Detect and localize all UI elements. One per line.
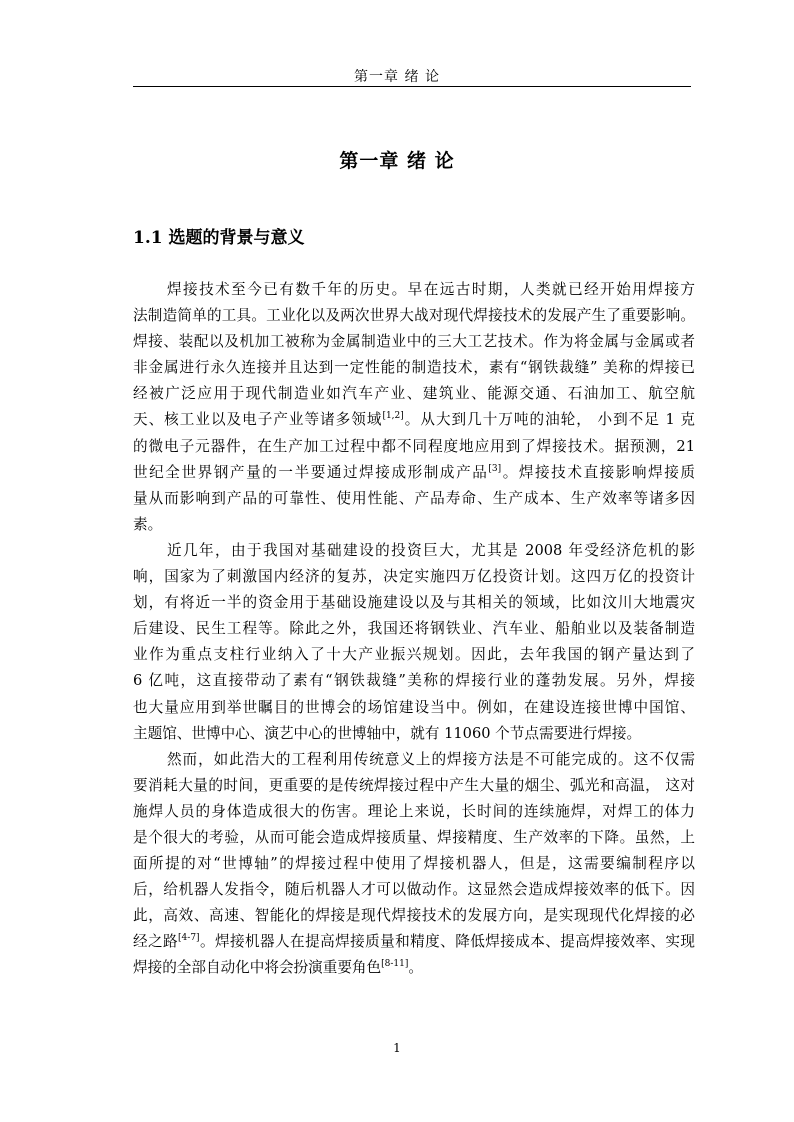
running-header: 第一章 绪 论 bbox=[354, 69, 440, 85]
citation-marker: [4-7] bbox=[178, 933, 200, 944]
body-line: 后，给机器人发指令，随后机器人才可以做动作。这显然会造成焊接效率的低下。因 bbox=[133, 881, 695, 899]
body-line: 经之路[4-7]。焊接机器人在提高焊接质量和精度、降低焊接成本、提高焊接效率、实现 bbox=[133, 933, 695, 951]
citation-marker: [1,2] bbox=[382, 411, 404, 422]
section-heading: 1.1 选题的背景与意义 bbox=[133, 228, 305, 248]
body-line: 后建设、民生工程等。除此之外，我国还将钢铁业、汽车业、船舶业以及装备制造 bbox=[133, 620, 695, 638]
header-rule bbox=[133, 86, 691, 87]
body-line: 素。 bbox=[133, 515, 163, 533]
chapter-title: 第一章 绪 论 bbox=[339, 150, 455, 172]
page-number: 1 bbox=[393, 1041, 401, 1055]
body-line: 焊接技术至今已有数千年的历史。早在远古时期，人类就已经开始用焊接方 bbox=[167, 281, 695, 298]
body-line: 焊接的全部自动化中将会扮演重要角色[8-11]。 bbox=[133, 959, 423, 977]
citation-marker: [8-11] bbox=[381, 959, 409, 970]
body-line: 近几年，由于我国对基础建设的投资巨大，尤其是 2008 年受经济危机的影 bbox=[167, 541, 695, 559]
body-line: 天、核工业以及电子产业等诸多领域[1,2]。从大到几十万吨的油轮， 小到不足 1 克 bbox=[133, 411, 695, 429]
body-line: 6 亿吨，这直接带动了素有“钢铁裁缝”美称的焊接行业的蓬勃发展。另外，焊接 bbox=[133, 672, 695, 690]
body-line: 然而，如此浩大的工程利用传统意义上的焊接方法是不可能完成的。这不仅需 bbox=[167, 750, 695, 768]
body-line: 此，高效、高速、智能化的焊接是现代焊接技术的发展方向，是实现现代化焊接的必 bbox=[133, 907, 695, 925]
body-line: 的微电子元器件，在生产加工过程中都不同程度地应用到了焊接技术。据预测，21 bbox=[133, 437, 695, 455]
body-line: 业作为重点支柱行业纳入了十大产业振兴规划。因此，去年我国的钢产量达到了 bbox=[133, 646, 695, 664]
body-line: 划，有将近一半的资金用于基础设施建设以及与其相关的领域，比如汶川大地震灾 bbox=[133, 594, 695, 612]
citation-marker: [3] bbox=[488, 463, 502, 474]
body-line: 非金属进行永久连接并且达到一定性能的制造技术，素有“钢铁裁缝” 美称的焊接已 bbox=[133, 359, 695, 377]
body-line: 量从而影响到产品的可靠性、使用性能、产品寿命、生产成本、生产效率等诸多因 bbox=[133, 489, 695, 507]
body-line: 面所提的对“世博轴”的焊接过程中使用了焊接机器人，但是，这需要编制程序以 bbox=[133, 855, 695, 873]
body-line: 法制造简单的工具。工业化以及两次世界大战对现代焊接技术的发展产生了重要影响。 bbox=[133, 307, 695, 325]
body-line: 要消耗大量的时间，更重要的是传统焊接过程中产生大量的烟尘、弧光和高温， 这对 bbox=[133, 776, 695, 794]
body-line: 也大量应用到举世瞩目的世博会的场馆建设当中。例如，在建设连接世博中国馆、 bbox=[133, 698, 695, 716]
body-line: 焊接、装配以及机加工被称为金属制造业中的三大工艺技术。作为将金属与金属或者 bbox=[133, 333, 695, 351]
body-line: 经被广泛应用于现代制造业如汽车产业、建筑业、能源交通、石油加工、航空航 bbox=[133, 385, 695, 403]
body-text bbox=[133, 277, 695, 982]
body-line: 响，国家为了刺激国内经济的复苏，决定实施四万亿投资计划。这四万亿的投资计 bbox=[133, 568, 695, 586]
body-line: 是个很大的考验，从而可能会造成焊接质量、焊接精度、生产效率的下降。虽然，上 bbox=[133, 828, 695, 846]
body-line: 施焊人员的身体造成很大的伤害。理论上来说，长时间的连续施焊，对焊工的体力 bbox=[133, 802, 695, 820]
body-line: 主题馆、世博中心、演艺中心的世博轴中，就有 11060 个节点需要进行焊接。 bbox=[133, 724, 642, 742]
body-line: 世纪全世界钢产量的一半要通过焊接成形制成产品[3]。焊接技术直接影响焊接质 bbox=[133, 463, 695, 481]
